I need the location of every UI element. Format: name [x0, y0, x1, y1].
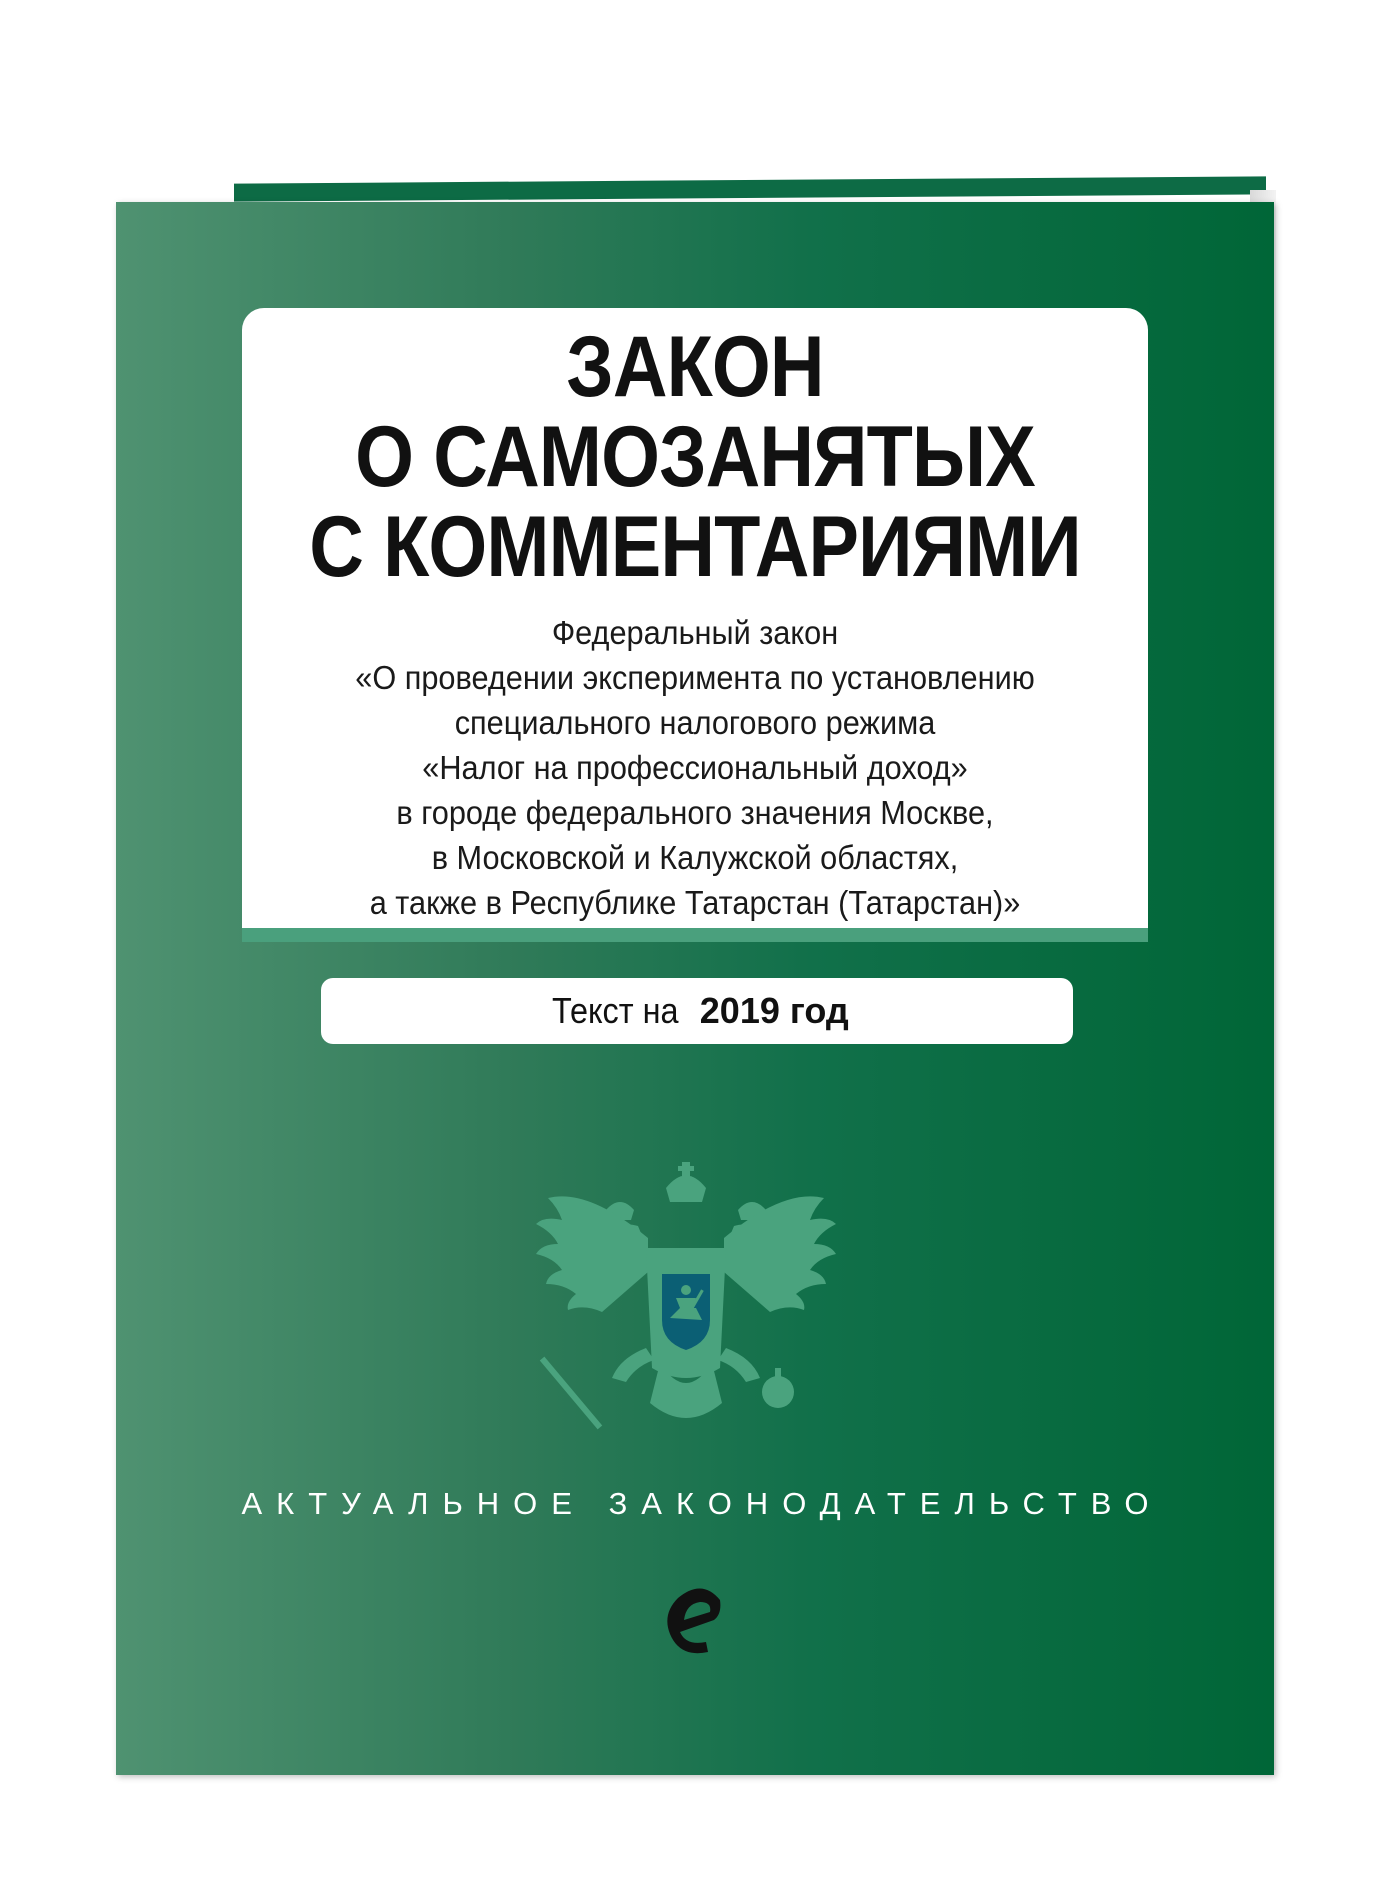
eksmo-logo-icon [662, 1582, 732, 1662]
title-line-3: С КОММЕНТАРИЯМИ [309, 499, 1081, 595]
subtitle-line-3: специального налогового режима [454, 704, 936, 741]
book-cover [116, 202, 1274, 1775]
subtitle-line-2: «О проведении эксперимента по установлению [355, 659, 1035, 696]
text-prefix: Текст на [552, 990, 679, 1031]
subtitle-line-7: а также в Республике Татарстан (Татарстан)» [369, 884, 1021, 921]
subtitle-line-6: в Московской и Калужской областях, [431, 839, 959, 876]
subtitle-line-5: в городе федерального значения Москве, [396, 794, 994, 831]
back-page-edge [234, 176, 1266, 201]
subtitle [274, 610, 1117, 925]
title-line-2: О САМОЗАНЯТЫХ [355, 409, 1035, 505]
series-name: АКТУАЛЬНОЕ ЗАКОНОДАТЕЛЬСТВО [241, 1486, 1163, 1521]
year-label: 2019 год [699, 990, 849, 1031]
main-title [296, 319, 1093, 595]
title-panel-strip [242, 928, 1148, 942]
subtitle-line-4: «Налог на профессиональный доход» [422, 749, 968, 786]
subtitle-line-1: Федеральный закон [551, 614, 839, 651]
title-panel [242, 308, 1148, 936]
russian-coat-of-arms-icon [528, 1148, 844, 1448]
year-panel [321, 978, 1073, 1044]
title-line-1: ЗАКОН [566, 319, 824, 415]
